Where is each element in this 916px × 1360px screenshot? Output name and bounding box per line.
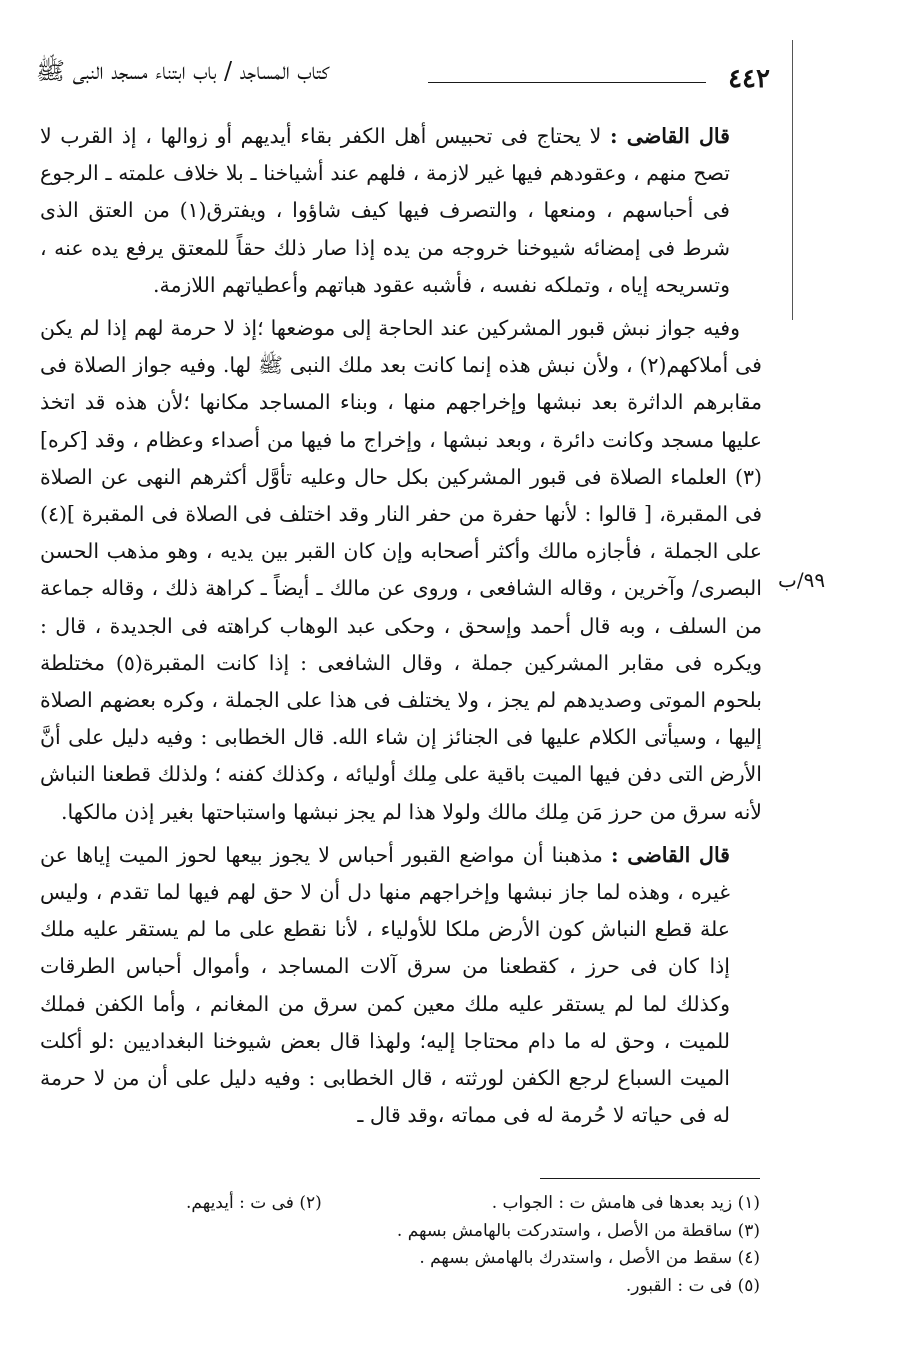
footnote-rule [540,1178,760,1179]
paragraph-1 [40,118,762,304]
paragraph-3 [40,837,762,1135]
footnote-1: (١) زيد بعدها فى هامش ت : الجواب . [491,1193,760,1213]
footnote-4: (٤) سقط من الأصل ، واستدرك بالهامش بسهم . [419,1248,760,1268]
manuscript-folio-note: ٩٩/ب [778,568,826,592]
paragraph-3-lead: قال القاضى : [610,842,730,867]
page-header [36,54,776,98]
page-number: ٤٤٢ [728,64,770,94]
paragraph-2 [40,310,762,831]
footnotes [120,1190,760,1300]
paragraph-3-text: مذهبنا أن مواضع القبور أحباس لا يجوز بيعها لحوز الميت إياها عن غيره ، وهذه لما جاز نبشها وإخراجهم منها دل أن لا حق لهم فيها لما تقدم ، وليس علة قطع النباش كون الأرض ملكا للأولياء ، لأنا نقطع على ما لم يستقر عليه ملك إذا كان فى حرز ، كقطعنا من سرق آلات المساجد ، وأموال أحباس الطرقات وكذلك لما لم يستقر عليه ملك معين كمن سرق من المغانم ، وأما الكفن فملك للميت ، وحق له ما دام محتاجا إليه؛ ولهذا قال بعض شيوخنا البغداديين :لو أكلت الميت السباع لرجع الكفن لورثته ، قال الخطابى : وفيه دليل على أن من لا حرمة له فى حياته لا حُرمة له فى مماته ،وقد قال ـ [40,842,730,1128]
paragraph-2-text: وفيه جواز نبش قبور المشركين عند الحاجة إلى موضعها ؛إذ لا حرمة لهم إذا لم يكن فى أملاكهم(٢) ، ولأن نبش هذه إنما كانت بعد ملك النبى ﷺ لها. وفيه جواز الصلاة فى مقابرهم الداثرة بعد نبشها وإخراجهم منها ، وبناء المساجد مكانها ؛لأن هذه قد اتخذ عليها مسجد وكانت دائرة ، وبعد نبشها ، وإخراج ما فيها من أصداء وعظام ، وقد [كره](٣) العلماء الصلاة فى قبور المشركين بكل حال وعليه تأوَّل أكثرهم النهى عن الصلاة فى المقبرة، [ قالوا : لأنها حفرة من حفر النار وقد اختلف فى الصلاة فى المقبرة ](٤) على الجملة ، فأجازه مالك وأكثر أصحابه وإن كان القبر بين يديه ، وهو مذهب الحسن البصرى/ وآخرين ، وقاله الشافعى ، وروى عن مالك ـ أيضاً ـ كراهة ذلك ، وقاله جماعة من السلف ، وبه قال أحمد وإسحق ، وحكى عبد الوهاب كراهته فى الجديدة ، قال : ويكره فى مقابر المشركين جملة ، وقال الشافعى : إذا كانت المقبرة(٥) مختلطة بلحوم الموتى وصديدهم لم يجز ، ولا يختلف فى هذا على الجملة ، وكره بعضهم الصلاة إليها ، وسيأتى الكلام عليها فى الجنائز إن شاء الله. قال الخطابى : وفيه دليل على أنَّ الأرض التى دفن فيها الميت باقية على مِلك أوليائه ، وكذلك كفنه ؛ ولذلك قطعنا النباش لأنه سرق من حرز مَن مِلك مالك ولولا هذا لم يجز نبشها واستباحتها بغير إذن مالكها. [40,316,762,824]
header-rule [428,82,706,83]
footnote-2: (٢) فى ت : أيديهم. [186,1193,322,1213]
page-edge-line [792,40,793,320]
running-title: كتاب المساجد / باب ابتناء مسجد النبى ﷺ [36,57,329,85]
footnote-line-1 [120,1190,760,1218]
footnote-5: (٥) فى ت : القبور. [625,1275,760,1296]
paragraph-1-lead: قال القاضى : [609,124,730,148]
footnote-3: (٣) ساقطة من الأصل ، واستدركت بالهامش بسهم . [396,1220,760,1241]
paragraph-1-text: لا يحتاج فى تحبيس أهل الكفر بقاء أيديهم أو زوالها ، إذ القرب لا تصح منهم ، وعقودهم فيها غير لازمة ، فلهم عند أشياخنا ـ بلا خلاف علمته ـ الرجوع فى أحباسهم ، ومنعها ، والتصرف فيها كيف شاؤوا ، ويفترق(١) من العتق الذى شرط فى إمضائه شيوخنا خروجه من يده إذا صار ذلك حقاً للمعتق يرفع يده عنه ، وتسريحه إياه ، وتملكه نفسه ، فأشبه عقود هباتهم وأعطياتهم اللازمة. [40,124,730,297]
body-text [40,118,762,1140]
